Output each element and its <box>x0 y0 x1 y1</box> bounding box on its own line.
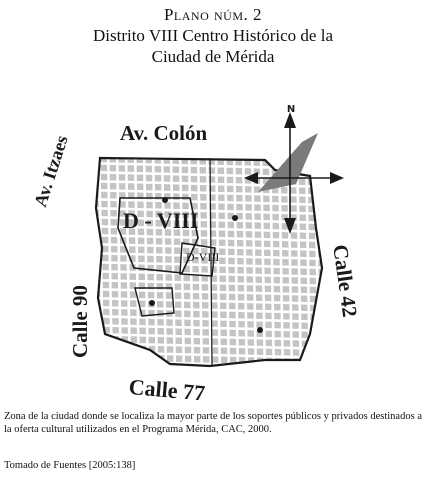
street-label-west: Calle 90 <box>68 285 92 358</box>
title-line-3: Ciudad de Mérida <box>151 47 275 66</box>
subdistrict-label: D-VIII <box>186 250 220 264</box>
district-label: D - VIII <box>123 208 199 233</box>
street-label-south: Calle 77 <box>127 374 207 406</box>
plan-number: Plano núm. 2 <box>163 5 263 24</box>
landmark-dot <box>257 327 263 333</box>
street-label-west-diagonal: Av. Itzaes <box>30 132 72 210</box>
street-label-north: Av. Colón <box>120 121 208 145</box>
landmark-dot <box>232 215 238 221</box>
map-title <box>0 4 426 67</box>
title-line-2: Distrito VIII Centro Histórico de la <box>92 26 333 45</box>
map-caption: Zona de la ciudad donde se localiza la mayor parte de los soportes públicos y privados destinados a la oferta cultural utilizados en el Programa Mérida, CAC, 2000. <box>4 411 422 435</box>
landmark-dot <box>149 300 155 306</box>
compass-east-head <box>330 172 344 184</box>
district-map <box>30 98 363 406</box>
map-source: Tomado de Fuentes [2005:138] <box>4 460 136 471</box>
landmark-dot <box>162 197 168 203</box>
street-line-ns <box>324 148 328 378</box>
street-line-ew <box>85 370 335 376</box>
street-label-east: Calle 42 <box>328 243 363 319</box>
north-label: N <box>286 104 296 115</box>
